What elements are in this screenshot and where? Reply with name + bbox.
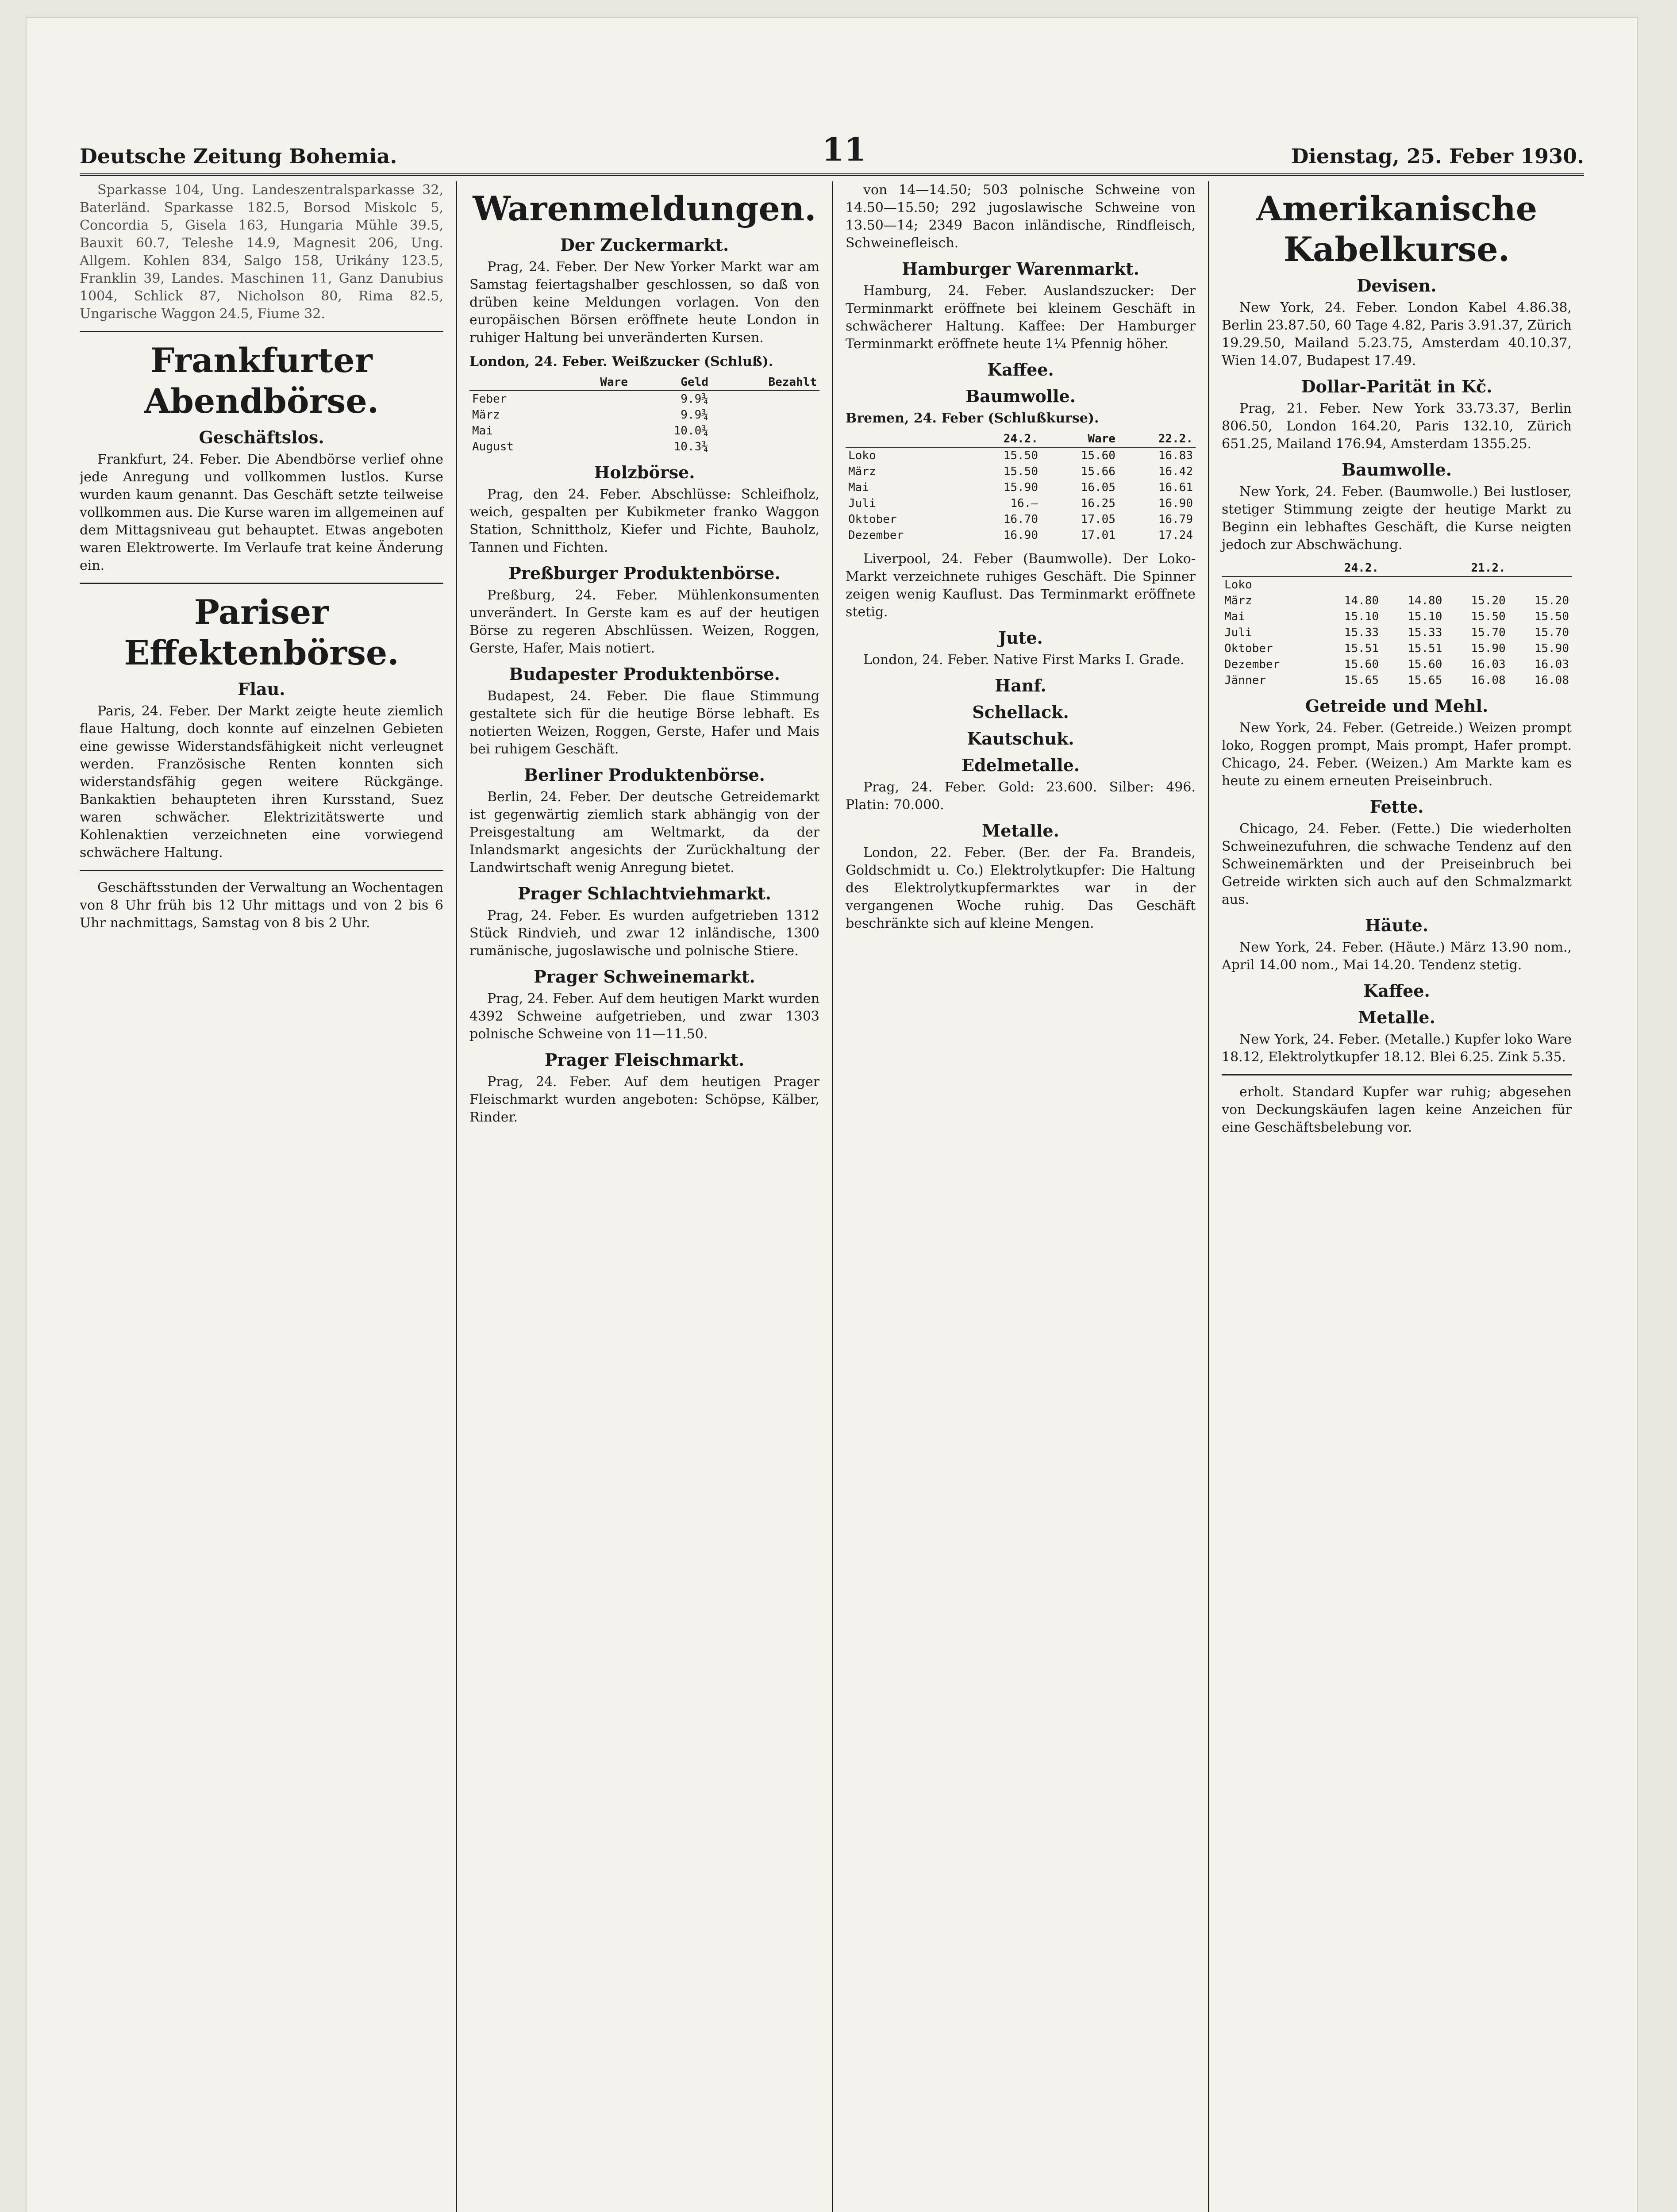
article-liverpool: Liverpool, 24. Feber (Baumwolle). Der Loko-Markt verzeichnete ruhiges Geschäft. Die Spinner zeigen wenig Kauflust. Das Terminmarkt eröffnete stetig. <box>846 551 1196 620</box>
subheading-budapest: Budapester Produktenbörse. <box>509 664 780 684</box>
budapest-stock-list: Sparkasse 104, Ung. Landeszentralsparkasse 32, Baterländ. Sparkasse 182.5, Borsod Miskolc 5, Concordia 5, Gisela 163, Hungaria Mühle 39.5, Bauxit 60.7, Teleshe 14.9, Magnesit 206, Ung. Allgem. Kohlen 834, Salgo 158, Urikány 123.5, Franklin 39, Landes. Maschinen 11, Ganz Danubius 1004, Schlick 87, Nicholson 80, Rima 82.5, Ungarische Waggon 24.5, Fiume 32. <box>80 182 443 322</box>
subheading-pressburg: Preßburger Produktenbörse. <box>508 563 781 583</box>
newspaper-page <box>27 18 1637 2212</box>
article-schweinemarkt: Prag, 24. Feber. Auf dem heutigen Markt wurden 4392 Schweine aufgetrieben, und zwar 1303 polnische Schweine von 11—11.50. <box>469 991 819 1042</box>
column-4 <box>1208 181 1584 2212</box>
table-row: Oktober 16.70 17.05 16.79 <box>848 513 1193 526</box>
col-header <box>1222 560 1318 576</box>
subheading-metalle: Metalle. <box>982 821 1059 841</box>
table-row: Oktober 15.51 15.51 15.90 15.90 <box>1224 642 1569 655</box>
column-3 <box>832 181 1208 2212</box>
table-row: Loko 15.50 15.60 16.83 <box>848 449 1193 462</box>
col-header <box>469 374 564 391</box>
article-continued: von 14—14.50; 503 polnische Schweine von 14.50—15.50; 292 jugoslawische Schweine von 13.50—14; 2349 Bacon inländische, Rindfleisch, Schweinefleisch. <box>846 182 1196 251</box>
page-header <box>80 119 1584 176</box>
table-row: Mai 10.0¾ <box>472 424 708 438</box>
table-row: Juli 16.— 16.25 16.90 <box>848 497 1193 510</box>
article-devisen: New York, 24. Feber. London Kabel 4.86.38, Berlin 23.87.50, 60 Tage 4.82, Paris 3.91.37, Zürich 19.29.50, Mailand 5.23.75, Amsterdam 40.10.37, Wien 14.07, Budapest 17.49. <box>1222 300 1572 369</box>
table-row: März 9.9¾ <box>472 408 708 422</box>
col-header <box>846 431 963 447</box>
subheading-edelmetalle: Edelmetalle. <box>962 755 1080 775</box>
subheading-metalle: Metalle. <box>1358 1007 1435 1027</box>
article-dollar-paritaet: Prag, 21. Feber. New York 33.73.37, Berlin 806.50, London 164.20, Paris 132.10, Zürich 651.25, Mailand 176.94, Amsterdam 1355.25. <box>1222 401 1572 452</box>
article-paris: Paris, 24. Feber. Der Markt zeigte heute ziemlich flaue Haltung, doch konnte auf einzelnen Gebieten eine gewisse Widerstandsfähigkeit nicht verleugnet werden. Französische Renten konnten sich widerstandsfähig gegen weitere Rückgänge. Bankaktien behaupteten ihren Kursstand, Suez waren schwächer. Elektrizitätswerte und Kohlenaktien verzeichneten eine vorwiegend schwächere Haltung. <box>80 703 443 860</box>
col-header: 21.2. <box>1445 560 1508 576</box>
article-fette: Chicago, 24. Feber. (Fette.) Die wiederholten Schweinezufuhren, die schwache Tendenz auf den Schweinemärkten und der Preiseinbruch bei Getreide wirkten sich auch auf den Schmalzmarkt aus. <box>1222 821 1572 907</box>
article-getreide: New York, 24. Feber. (Getreide.) Weizen prompt loko, Roggen prompt, Mais prompt, Hafer prompt. Chicago, 24. Feber. (Weizen.) Am Markte kam es heute zu einem erneuten Preiseinbruch. <box>1222 720 1572 789</box>
office-hours-notice: Geschäftsstunden der Verwaltung an Wochentagen von 8 Uhr früh bis 12 Uhr mittags und von 2 bis 6 Uhr nachmittags, Samstag von 8 bis 2 Uhr. <box>80 880 443 931</box>
subheading-kautschuk: Kautschuk. <box>967 729 1074 749</box>
subheading-hamburg: Hamburger Warenmarkt. <box>902 259 1139 279</box>
article-holz: Prag, den 24. Feber. Abschlüsse: Schleifholz, weich, gespalten per Kubikmeter franko Waggon Station, Schnittholz, Kiefer und Fichte, Bauholz, Tannen und Fichten. <box>469 487 819 555</box>
page-number: 11 <box>822 131 866 168</box>
subheading-berlin: Berliner Produktenbörse. <box>524 765 765 785</box>
article-metalle-continued: erholt. Standard Kupfer war ruhig; abgesehen von Deckungskäufen lagen keine Anzeichen für eine Geschäftsbelebung vor. <box>1222 1084 1572 1135</box>
article-metalle: New York, 24. Feber. (Metalle.) Kupfer loko Ware 18.12, Elektrolytkupfer 18.12. Blei 6.25. Zink 5.35. <box>1222 1032 1572 1065</box>
article-hamburg: Hamburg, 24. Feber. Auslandszucker: Der Terminmarkt eröffnete bei kleinem Geschäft in schwächerer Haltung. Kaffee: Der Hamburger Terminmarkt eröffnete heute 1¼ Pfennig höher. <box>846 283 1196 352</box>
col-header: Geld <box>631 374 711 391</box>
subheading-dollar-paritaet: Dollar-Parität in Kč. <box>1301 376 1492 396</box>
subheading-hanf: Hanf. <box>995 676 1046 695</box>
subheading-kaffee: Kaffee. <box>987 360 1054 380</box>
article-baumwolle: New York, 24. Feber. (Baumwolle.) Bei lustloser, stetiger Stimmung zeigte der heutige Markt zu Beginn ein lebhaftes Geschäft, die Kurse neigten jedoch zur Abschwächung. <box>1222 484 1572 553</box>
bremen-cotton-table <box>846 431 1196 543</box>
divider <box>80 331 443 332</box>
article-frankfurt: Frankfurt, 24. Feber. Die Abendbörse verlief ohne jede Anregung und vollkommen lustlos. Kurse wurden kaum genannt. Das Geschäft setzte teilweise vollkommen aus. Die Kurse waren im allgemeinen auf dem Mittagsniveau gut behauptet. Etwas angeboten waren Elektrowerte. Im Verlaufe trat keine Änderung ein. <box>80 452 443 573</box>
issue-date: Dienstag, 25. Feber 1930. <box>1291 144 1584 168</box>
subheading-getreide: Getreide und Mehl. <box>1305 696 1489 716</box>
article-haeute: New York, 24. Feber. (Häute.) März 13.90 nom., April 14.00 nom., Mai 14.20. Tendenz stetig. <box>1222 940 1572 973</box>
col-header: Bezahlt <box>711 374 819 391</box>
london-label: London, 24. Feber. Weißzucker (Schluß). <box>469 354 773 369</box>
article-edelmetalle: Prag, 24. Feber. Gold: 23.600. Silber: 496. Platin: 70.000. <box>846 780 1196 813</box>
heading-warenmeldungen: Warenmeldungen. <box>473 189 816 228</box>
col-header: Ware <box>1041 431 1118 447</box>
bremen-label: Bremen, 24. Feber (Schlußkurse). <box>846 411 1099 426</box>
heading-kabelkurse: Amerikanische Kabelkurse. <box>1256 189 1538 269</box>
col-header <box>1381 560 1445 576</box>
table-row: August 10.3¾ <box>472 440 708 453</box>
divider <box>80 583 443 584</box>
ny-cotton-table <box>1222 560 1572 688</box>
subheading-baumwolle: Baumwolle. <box>1342 460 1452 480</box>
col-header <box>1508 560 1572 576</box>
table-row: Dezember 16.90 17.01 17.24 <box>848 529 1193 542</box>
subheading-haeute: Häute. <box>1365 915 1429 935</box>
subheading-baumwolle: Baumwolle. <box>965 386 1076 406</box>
column-2 <box>456 181 832 2212</box>
subheading-fette: Fette. <box>1369 797 1424 817</box>
table-row: Jänner 15.65 15.65 16.08 16.08 <box>1224 674 1569 687</box>
subheading-schlachtvieh: Prager Schlachtviehmarkt. <box>517 883 772 903</box>
col-header: 22.2. <box>1118 431 1196 447</box>
columns <box>80 181 1584 2212</box>
col-header: Ware <box>564 374 631 391</box>
table-row: Juli 15.33 15.33 15.70 15.70 <box>1224 626 1569 639</box>
masthead-left: Deutsche Zeitung Bohemia. <box>80 144 397 168</box>
article-metalle: London, 22. Feber. (Ber. der Fa. Brandeis, Goldschmidt u. Co.) Elektrolytkupfer: Die Haltung des Elektrolytkupfermarktes war in der vergangenen Woche ruhig. Das Geschäft beschränkte sich auf kleine Mengen. <box>846 845 1196 931</box>
table-row: Feber 9.9¾ <box>472 392 708 406</box>
article-fleischmarkt: Prag, 24. Feber. Auf dem heutigen Prager Fleischmarkt wurden angeboten: Schöpse, Kälber, Rinder. <box>469 1074 819 1125</box>
heading-paris: Pariser Effektenbörse. <box>124 592 399 672</box>
table-row: Dezember 15.60 15.60 16.03 16.03 <box>1224 658 1569 671</box>
article-berlin: Berlin, 24. Feber. Der deutsche Getreidemarkt ist gegenwärtig ziemlich stark abhängig von der Preisgestaltung am Weltmarkt, da der Inlandsmarkt angesichts der Zurückhaltung der Landwirtschaft wenig Anregung bietet. <box>469 789 819 876</box>
article-schlachtvieh: Prag, 24. Feber. Es wurden aufgetrieben 1312 Stück Rindvieh, und zwar 12 inländische, 1300 rumänische, jugoslawische und polnische Stiere. <box>469 908 819 959</box>
table-row: Loko <box>1224 578 1252 591</box>
subheading-zuckermarkt: Der Zuckermarkt. <box>560 235 729 255</box>
col-header: 24.2. <box>1318 560 1381 576</box>
subheading-holz: Holzbörse. <box>594 462 695 482</box>
table-row: März 15.50 15.66 16.42 <box>848 465 1193 478</box>
subheading-schweinemarkt: Prager Schweinemarkt. <box>534 967 755 987</box>
table-row: Mai 15.90 16.05 16.61 <box>848 481 1193 494</box>
subheading-fleischmarkt: Prager Fleischmarkt. <box>544 1050 745 1070</box>
subheading-paris: Flau. <box>238 679 285 699</box>
london-sugar-table <box>469 374 819 455</box>
subheading-kaffee: Kaffee. <box>1363 981 1430 1001</box>
divider <box>1222 1074 1572 1075</box>
article-zucker: Prag, 24. Feber. Der New Yorker Markt war am Samstag feiertagshalber geschlossen, so daß von drüben keine Meldungen vorlagen. Von den europäischen Börsen eröffnete heute London in ruhiger Haltung bei unveränderten Kursen. <box>469 259 819 346</box>
article-jute: London, 24. Feber. Native First Marks I. Grade. <box>863 652 1185 668</box>
table-row: Mai 15.10 15.10 15.50 15.50 <box>1224 610 1569 623</box>
divider <box>80 870 443 871</box>
subheading-jute: Jute. <box>998 628 1043 648</box>
heading-frankfurt: Frankfurter Abendbörse. <box>144 341 379 421</box>
article-pressburg: Preßburg, 24. Feber. Mühlenkonsumenten unverändert. In Gerste kam es auf der heutigen Börse zu regeren Abschlüssen. Weizen, Roggen, Gerste, Hafer, Mais notiert. <box>469 588 819 656</box>
subheading-frankfurt: Geschäftslos. <box>199 427 324 447</box>
article-budapest: Budapest, 24. Feber. Die flaue Stimmung gestaltete sich für die heutige Börse lebhaft. Es notierten Weizen, Roggen, Gerste, Hafer und Mais bei ruhigem Geschäft. <box>469 688 819 757</box>
subheading-devisen: Devisen. <box>1357 276 1437 296</box>
subheading-schellack: Schellack. <box>972 702 1069 722</box>
column-1 <box>80 181 456 2212</box>
col-header: 24.2. <box>963 431 1041 447</box>
table-row: März 14.80 14.80 15.20 15.20 <box>1224 594 1569 607</box>
